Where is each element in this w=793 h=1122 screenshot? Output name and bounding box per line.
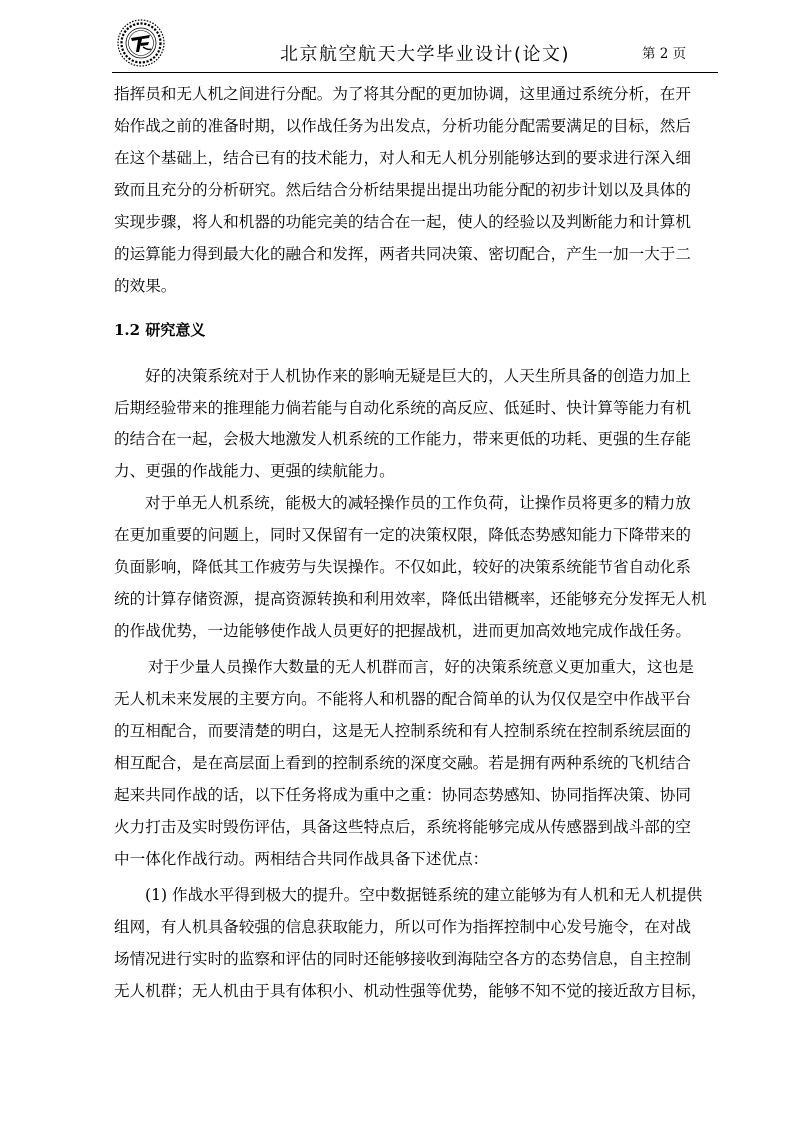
body-line: 负面影响，降低其工作疲劳与失误操作。不仅如此，较好的决策系统能节省自动化系 (114, 558, 691, 576)
body-line: 火力打击及实时毁伤评估，具备这些特点后，系统将能够完成从传感器到战斗部的空 (114, 818, 691, 836)
body-line: 相互配合，是在高层面上看到的控制系统的深度交融。若是拥有两种系统的飞机结合 (114, 754, 691, 772)
body-line: 的效果。 (114, 277, 177, 295)
body-line: 场情况进行实时的监察和评估的同时还能够接收到海陆空各方的态势信息，自主控制 (114, 950, 691, 968)
body-line: 的运算能力得到最大化的融合和发挥，两者共同决策、密切配合，产生一加一大于二 (114, 245, 691, 263)
body-line: 力、更强的作战能力、更强的续航能力。 (114, 462, 395, 480)
page-number: 第 2 页 (642, 46, 687, 62)
paragraph-first-line: 好的决策系统对于人机协作来的影响无疑是巨大的，人天生所具备的创造力加上 (145, 367, 691, 385)
body-line: 后期经验带来的推理能力倘若能与自动化系统的高反应、低延时、快计算等能力有机 (114, 399, 691, 417)
body-line: 无人机群；无人机由于具有体积小、机动性强等优势，能够不知不觉的接近敌方目标， (114, 982, 707, 1000)
header-title: 北京航空航天大学毕业设计(论文) (280, 44, 571, 65)
body-line: 在更加重要的问题上，同时又保留有一定的决策权限，降低态势感知能力下降带来的 (114, 526, 691, 544)
paragraph-first-line: 对于少量人员操作大数量的无人机群而言，好的决策系统意义更加重大，这也是 (148, 658, 694, 676)
body-line: 指挥员和无人机之间进行分配。为了将其分配的更加协调，这里通过系统分析，在开 (114, 85, 691, 103)
body-line: 致而且充分的分析研究。然后结合分析结果提出提出功能分配的初步计划以及具体的 (114, 181, 691, 199)
body-line: 始作战之前的准备时期，以作战任务为出发点，分析功能分配需要满足的目标，然后 (114, 117, 691, 135)
body-line: 的作战优势，一边能够使作战人员更好的把握战机，进而更加高效地完成作战任务。 (114, 622, 691, 640)
body-line: 的结合在一起，会极大地激发人机系统的工作能力，带来更低的功耗、更强的生存能 (114, 430, 691, 448)
body-line: 的互相配合，而要清楚的明白，这是无人控制系统和有人控制系统在控制系统层面的 (114, 722, 691, 740)
header-divider (112, 72, 718, 73)
body-line: 统的计算存储资源，提高资源转换和利用效率，降低出错概率，还能够充分发挥无人机 (114, 590, 707, 608)
university-seal-logo (116, 18, 166, 68)
body-line: 中一体化作战行动。两相结合共同作战具备下述优点： (114, 850, 489, 868)
page-header (112, 14, 718, 75)
section-heading: 1.2 研究意义 (114, 321, 206, 339)
body-line: 无人机未来发展的主要方向。不能将人和机器的配合简单的认为仅仅是空中作战平台 (114, 690, 691, 708)
body-line: 起来共同作战的话，以下任务将成为重中之重：协同态势感知、协同指挥决策、协同 (114, 786, 691, 804)
body-line: 在这个基础上，结合已有的技术能力，对人和无人机分别能够达到的要求进行深入细 (114, 149, 691, 167)
body-line: 实现步骤，将人和机器的功能完美的结合在一起，使人的经验以及判断能力和计算机 (114, 213, 691, 231)
paragraph-first-line: 对于单无人机系统，能极大的减轻操作员的工作负荷，让操作员将更多的精力放 (145, 494, 691, 512)
body-line: 组网，有人机具备较强的信息获取能力，所以可作为指挥控制中心发号施令，在对战 (114, 918, 691, 936)
list-item-first-line: (1) 作战水平得到极大的提升。空中数据链系统的建立能够为有人机和无人机提供 (145, 886, 703, 904)
